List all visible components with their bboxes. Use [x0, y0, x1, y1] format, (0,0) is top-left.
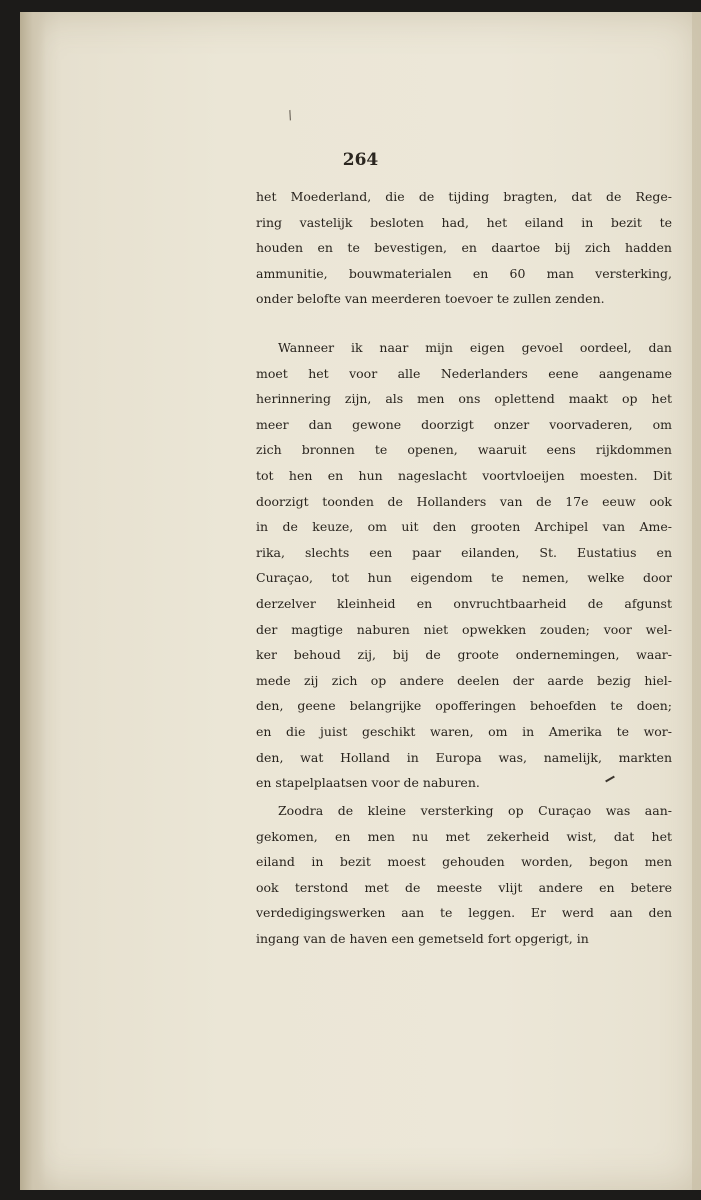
paragraph-2: [256, 335, 672, 796]
text-line: Wanneer ik naar mijn eigen gevoel oordeel, dan: [278, 340, 672, 355]
page-binding-edge: [20, 12, 46, 1190]
text-line: Curaçao, tot hun eigendom te nemen, welke door: [256, 570, 672, 586]
book-page: [20, 12, 701, 1190]
text-line: ammunitie, bouwmaterialen en 60 man versterking,: [256, 265, 672, 281]
text-line: Zoodra de kleine versterking op Curaçao was aan-: [278, 803, 672, 818]
page-right-margin: [692, 12, 701, 1190]
text-line: meer dan gewone doorzigt onzer voorvaderen, om: [256, 416, 672, 432]
text-line: ook terstond met de meeste vlijt andere en betere: [256, 879, 672, 895]
text-line: rika, slechts een paar eilanden, St. Eustatius en: [256, 544, 672, 560]
text-line: in de keuze, om uit den grooten Archipel van Ame-: [256, 519, 672, 535]
text-line: eiland in bezit moest gehouden worden, begon men: [256, 854, 672, 870]
text-line: herinnering zijn, als men ons oplettend maakt op het: [256, 391, 672, 407]
paragraph-1: [256, 184, 672, 312]
text-line: en stapelplaatsen voor de naburen.: [256, 775, 480, 791]
text-line: onder belofte van meerderen toevoer te zullen zenden.: [256, 291, 605, 307]
text-line: derzelver kleinheid en onvruchtbaarheid de afgunst: [256, 595, 672, 611]
text-line: gekomen, en men nu met zekerheid wist, dat het: [256, 828, 672, 844]
stray-pencil-mark: /: [285, 107, 295, 123]
text-line: zich bronnen te openen, waaruit eens rijkdommen: [256, 442, 672, 458]
text-line: den, geene belangrijke opofferingen behoefden te doen;: [256, 698, 672, 714]
page-number: 264: [342, 150, 379, 170]
text-line: den, wat Holland in Europa was, namelijk, markten: [256, 749, 672, 765]
text-line: moet het voor alle Nederlanders eene aangename: [256, 365, 672, 381]
text-line: der magtige naburen niet opwekken zouden; voor wel-: [256, 621, 672, 637]
text-line: het Moederland, die de tijding bragten, dat de Rege-: [256, 189, 672, 204]
text-line: ingang van de haven een gemetseld fort opgerigt, in: [256, 930, 589, 946]
text-line: mede zij zich op andere deelen der aarde bezig hiel-: [256, 672, 672, 688]
text-line: ker behoud zij, bij de groote ondernemingen, waar-: [256, 647, 672, 663]
text-line: verdedigingswerken aan te leggen. Er werd aan den: [256, 905, 672, 921]
paragraph-3: [256, 798, 672, 952]
text-line: doorzigt toonden de Hollanders van de 17e eeuw ook: [256, 493, 672, 509]
text-line: en die juist geschikt waren, om in Amerika te wor-: [256, 723, 672, 739]
text-line: ring vastelijk besloten had, het eiland in bezit te: [256, 214, 672, 230]
text-line: tot hen en hun nageslacht voortvloeijen moesten. Dit: [256, 467, 672, 483]
text-line: houden en te bevestigen, en daartoe bij zich hadden: [256, 240, 672, 256]
